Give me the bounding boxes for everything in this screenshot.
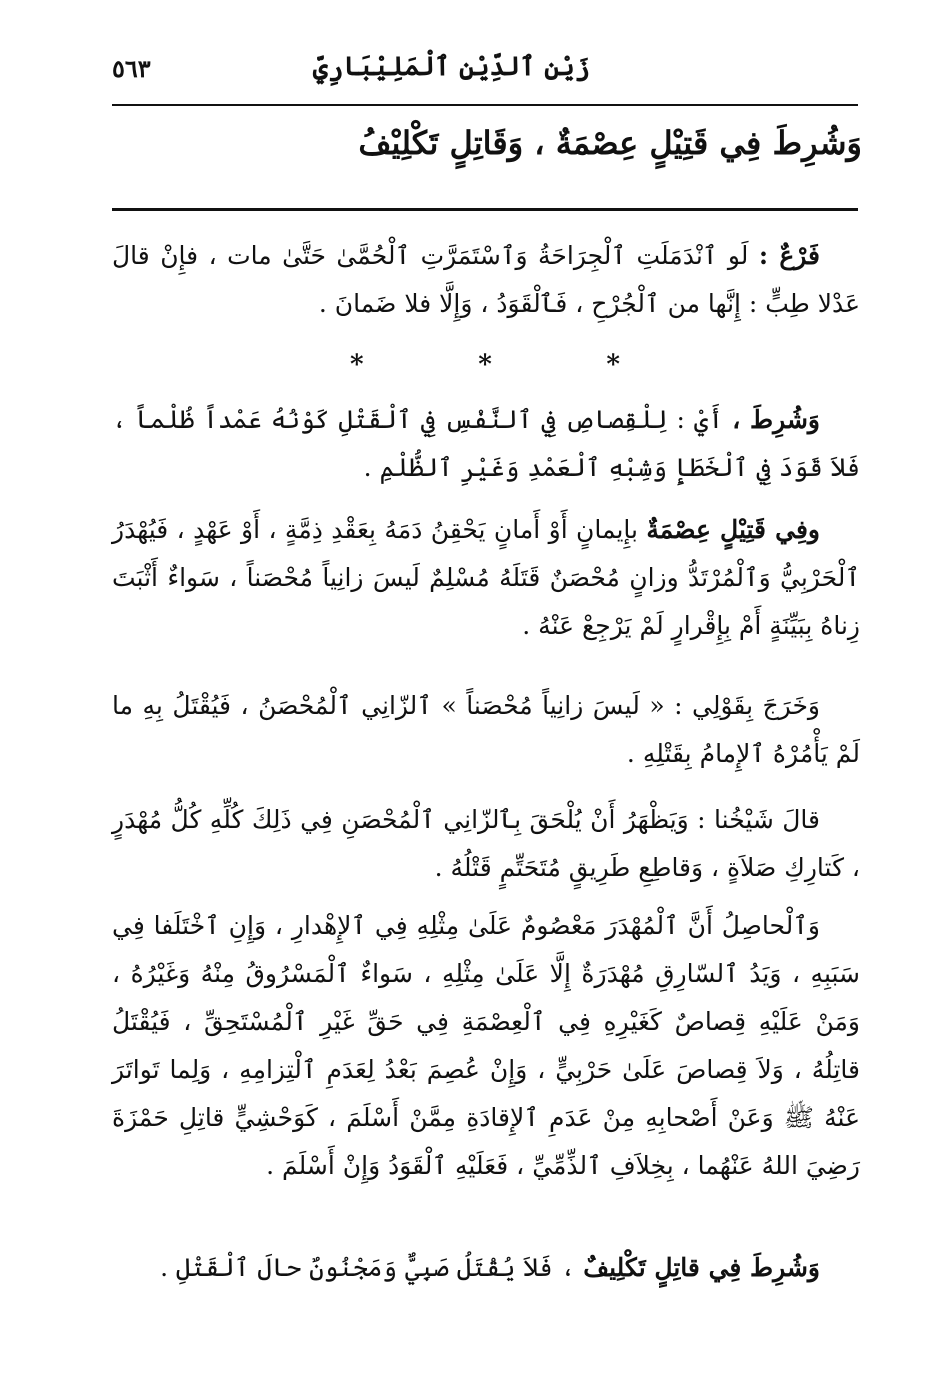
poem-divider-rule [112, 208, 858, 211]
section-separator [350, 350, 620, 380]
header-title: زَيْن ٱلدِّيْنِ ٱلْمَلِيْبَارِيِّ [312, 52, 590, 82]
paragraph-7-lead: وَشُرِطَ فِي قاتِلٍ تَكْلِيفٌ [583, 1253, 820, 1282]
page-number: ٥٦٣ [112, 54, 151, 83]
paragraph-3-lead: وفِي قَتِيْلٍ عِصْمَةٌ [646, 515, 820, 544]
paragraph-2-lead: وَشُرِطَ ، [732, 405, 820, 434]
separator-star-2: * [478, 350, 492, 380]
header-rule [112, 104, 858, 106]
poem-line: وَشُرِطَ فِي قَتِيْلٍ عِصْمَةٌ ، وَقَاتِلٍ تَكْلِيْفُ [358, 124, 862, 162]
paragraph-7 [112, 1244, 860, 1292]
paragraph-4 [112, 682, 860, 778]
paragraph-7-text: ، فَلاَ يُقْتَلُ صَبِيٌّ وَمَجْنُونٌ حالَ ٱلْقَتْلِ . [160, 1253, 576, 1282]
paragraph-6 [112, 902, 860, 1190]
paragraph-4-text: وَخَرَجَ بِقَوْلِي : « لَيسَ زانِياً مُحْصَناً » ٱلزّانِي ٱلْمُحْصَنُ ، فَيُقْتَلُ بِهِ ما لَمْ يَأْمُرْهُ ٱلإِمامُ بِقَتْلِهِ . [112, 691, 860, 768]
paragraph-3 [112, 506, 860, 650]
paragraph-1-text: لَو ٱنْدَمَلَتِ ٱلْجِرَاحَةُ وَٱسْتَمَرَّتِ ٱلْحُمَّىٰ حَتَّىٰ مات ، فإِنْ قالَ عَدْلا طِبٍّ : إِنَّها من ٱلْجُرْحِ ، فَٱلْقَوَدُ ، وَإِلَّا فلا ضَمانَ . [112, 241, 860, 318]
paragraph-5-text: قالَ شَيْخُنا : وَيَظْهَرُ أَنْ يُلْحَقَ بِٱلزّانِي ٱلْمُحْصَنِ فِي ذَلِكَ كُلِّهِ كُلُّ مُهْدَرٍ ، كَتارِكِ صَلاَةٍ ، وَقاطِعِ طَرِيقٍ مُتَحَتِّمٍ قَتْلُهُ . [112, 805, 860, 882]
paragraph-1-lead: فَرْعٌ : [758, 241, 820, 270]
paragraph-6-text: وَٱلْحاصِلُ أَنَّ ٱلْمُهْدَرَ مَعْصُومٌ عَلَىٰ مِثْلِهِ فِي ٱلإِهْدارِ ، وَإِنِ ٱخْتَلَفا فِي سَبَبِهِ ، وَيَدُ ٱلسّارِقِ مُهْدَرَةٌ إِلَّا عَلَىٰ مِثْلِهِ ، سَواءٌ ٱلْمَسْرُوقُ مِنْهُ وَغَيْرُهُ ، وَمَنْ عَلَيْهِ قِصاصٌ كَغَيْرِهِ فِي ٱلْعِصْمَةِ فِي حَقِّ غَيْرِ ٱلْمُسْتَحِقِّ ، فَيُقْتَلُ قاتِلُهُ ، وَلاَ قِصاصَ عَلَىٰ حَرْبِيٍّ ، وَإِنْ عُصِمَ بَعْدُ لِعَدَمِ ٱلْتِزامِهِ ، وَلِما تَواتَرَ عَنْهُ ﷺ وَعَنْ أَصْحابِهِ مِنْ عَدَمِ ٱلإِقادَةِ مِمَّنْ أَسْلَمَ ، كَوَحْشِيٍّ قاتِلِ حَمْزَةَ رَضِيَ اللهُ عَنْهُما ، بِخِلاَفِ ٱلذِّمِّيِّ ، فَعَلَيْهِ ٱلْقَوَدُ وَإِنْ أَسْلَمَ . [112, 911, 860, 1180]
paragraph-2 [112, 396, 860, 492]
paragraph-3-text: بإِيمانٍ أَوْ أَمانٍ يَحْقِنُ دَمَهُ بِعَقْدِ ذِمَّةٍ ، أَوْ عَهْدٍ ، فَيُهْدَرُ ٱلْحَرْبِيُّ وَٱلْمُرْتَدُّ وزانٍ مُحْصَنٌ قَتَلَهُ مُسْلِمٌ لَيسَ زانِياً مُحْصَناً ، سَواءٌ أَثْبَتَ زِناهُ بِبَيِّنَةٍ أَمْ بِإِقْرارٍ لَمْ يَرْجِعْ عَنْهُ . [112, 515, 860, 640]
running-header [100, 44, 860, 94]
paragraph-2-text: أَيْ : لِلْقِصاصِ فِي ٱلنَّفْسِ فِي ٱلْقَتْلِ كَوْنُهُ عَمْداً ظُلْماً ، فَلاَ قَوَدَ فِي ٱلْخَطَإِ وَشِبْهِ ٱلْعَمْدِ وَغَيْرِ ٱلظُّلْمِ . [112, 405, 860, 482]
separator-star-1: * [350, 350, 364, 380]
paragraph-1 [112, 232, 860, 328]
paragraph-5 [112, 796, 860, 892]
separator-star-3: * [606, 350, 620, 380]
